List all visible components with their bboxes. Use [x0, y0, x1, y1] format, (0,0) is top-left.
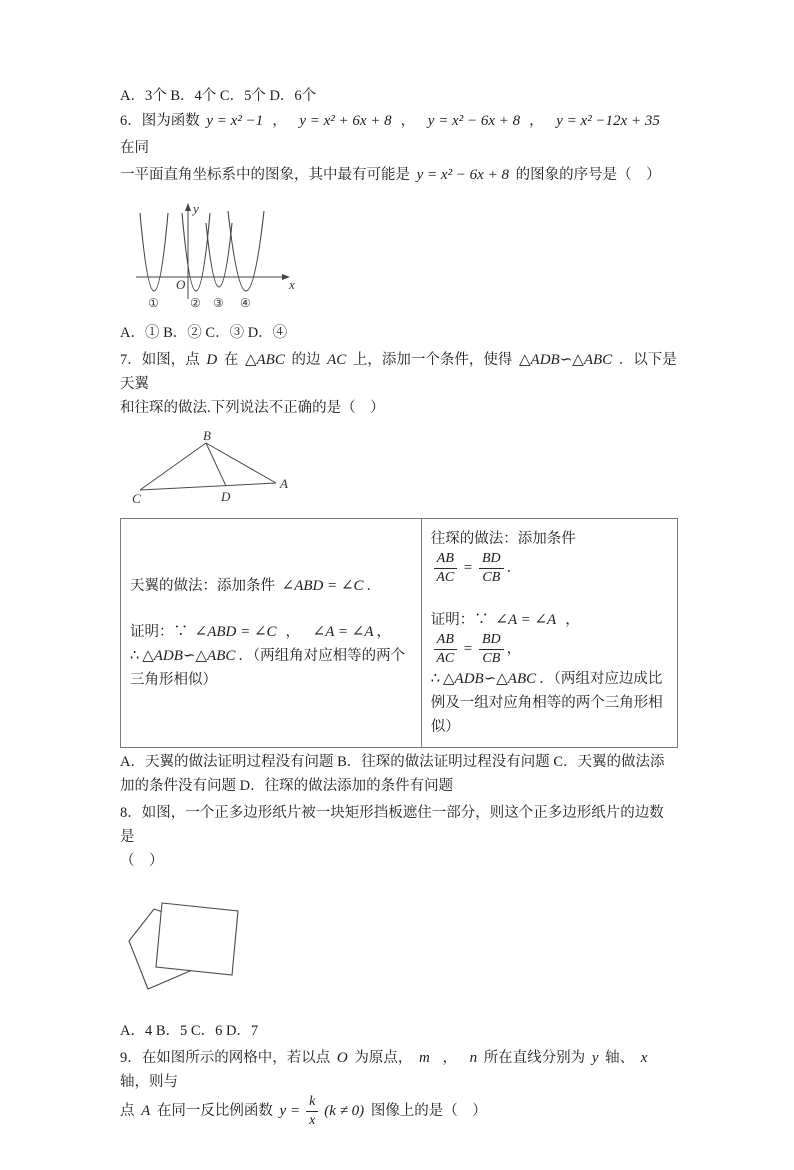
- q6-formula-2: y = x² + 6x + 8: [299, 113, 392, 129]
- q7-var-D: D: [206, 352, 218, 368]
- formula-lead: y =: [279, 1103, 301, 1120]
- q7-wangchen-cell: [421, 519, 677, 748]
- q7-var-similar: △ADB∽△ABC: [519, 352, 613, 368]
- q7-text-2: 在: [223, 352, 239, 368]
- wangchen-proportion-repeat: [431, 632, 507, 667]
- fraction-denominator: x: [309, 1113, 316, 1129]
- fraction-k-x: [306, 1094, 318, 1129]
- q6-stem-line2: [120, 162, 678, 189]
- q9-var-n: n: [469, 1050, 478, 1067]
- tianyi-proof-line2: [130, 644, 412, 692]
- q9-text-1: 9．在如图所示的网格中，若以点: [120, 1050, 331, 1067]
- fraction-denominator: AC: [436, 570, 455, 586]
- angle-a-a: ∠A = ∠A: [495, 612, 557, 629]
- fraction-numerator: AB: [434, 632, 457, 650]
- side-CA: [140, 483, 276, 490]
- q7-text-3: 的边: [291, 352, 321, 368]
- curve-mark-4: ④: [240, 296, 251, 310]
- fraction-denominator: AC: [436, 651, 455, 667]
- fraction-numerator: k: [306, 1094, 318, 1112]
- fraction-numerator: AB: [434, 551, 457, 569]
- wangchen-reason-text: ．（两组对应边成比例及一组对应角相等的两个三角形相似）: [430, 671, 663, 736]
- q7-triangle-figure: [130, 430, 678, 508]
- vertex-C-label: C: [132, 491, 141, 506]
- fraction-denominator: CB: [482, 651, 501, 667]
- angle-abd-c: ∠ABD = ∠C: [194, 624, 277, 641]
- q6-formula-target: y = x² − 6x + 8: [416, 167, 509, 183]
- curve-mark-2: ②: [190, 296, 201, 310]
- q7-stem-line1: [120, 348, 678, 396]
- q6-options: A．① B．② C．③ D．④: [120, 325, 288, 341]
- q6-formula-1: y = x² −1: [206, 113, 264, 129]
- fraction-numerator: BD: [479, 632, 504, 650]
- comma-separator: ，: [400, 113, 416, 129]
- angle-a-a: ∠A = ∠A: [312, 624, 374, 641]
- y-axis-arrow: [185, 203, 191, 211]
- tianyi-method-text: 天翼的做法：添加条件: [130, 578, 275, 595]
- segment-BD: [206, 443, 226, 486]
- fraction-denominator: CB: [482, 570, 501, 586]
- comma: ，: [565, 612, 580, 629]
- q9-var-m: m: [418, 1050, 430, 1067]
- q9-text-9: 图像上的是（ ）: [370, 1103, 487, 1120]
- rectangle-cover: [156, 903, 238, 975]
- tianyi-reason-text: ．（两组角对应相等的两个三角形相似）: [130, 648, 406, 689]
- q6-parabola-figure: [132, 199, 678, 313]
- comma: ，: [506, 641, 522, 658]
- q8-polygon-svg: [124, 901, 252, 1003]
- q7-tianyi-cell: [121, 519, 422, 748]
- q7-var-ABC: △ABC: [244, 352, 285, 368]
- fraction-ab-ac: [434, 632, 457, 667]
- side-BA: [206, 443, 276, 483]
- q9-stem-line2: [120, 1094, 678, 1129]
- period: ．: [506, 559, 522, 576]
- comma: ，: [376, 624, 391, 641]
- formula-constraint: (k ≠ 0): [324, 1103, 365, 1120]
- point-D-label: D: [221, 489, 231, 504]
- q7-methods-table: [120, 518, 678, 748]
- q9-text-7: 点: [120, 1103, 135, 1120]
- q7-text-5: ．以下是天翼: [120, 352, 677, 392]
- q7-stem-line2: 和往琛的做法.下列说法不正确的是（ ）: [120, 400, 385, 416]
- q9-text-6: 轴，则与: [120, 1074, 178, 1091]
- q8-stem-line1: 8．如图，一个正多边形纸片被一块矩形挡板遮住一部分，则这个正多边形纸片的边数是: [120, 805, 664, 846]
- q7-text-4: 上，添加一个条件，使得: [352, 352, 513, 368]
- q9-var-x: x: [640, 1050, 648, 1067]
- proof-because-text: 证明：∵: [430, 612, 489, 629]
- q7-var-AC: AC: [327, 352, 347, 368]
- q9-stem-line1: [120, 1046, 678, 1094]
- tianyi-condition-math: ∠ABD = ∠C: [281, 578, 364, 595]
- q9-var-A: A: [141, 1103, 151, 1120]
- q9-inverse-function-formula: [277, 1094, 368, 1129]
- curve-mark-1: ①: [148, 296, 159, 310]
- q7-options-line1: A．天翼的做法证明过程没有问题 B．往琛的做法证明过程没有问题 C．天翼的做法添: [120, 754, 665, 771]
- therefore-symbol: ∴: [130, 648, 140, 665]
- fraction-ab-ac: [434, 551, 457, 586]
- x-axis-label: x: [289, 277, 295, 292]
- tianyi-condition-line: [130, 574, 412, 598]
- equals-sign: =: [462, 641, 473, 658]
- q9-text-5: 轴、: [605, 1050, 635, 1067]
- comma-separator: ，: [272, 113, 287, 129]
- q7-options-line2: 加的条件没有问题 D．往琛的做法添加的条件有问题: [120, 778, 454, 795]
- wangchen-condition-line: [431, 527, 668, 586]
- equals-sign: =: [462, 559, 473, 576]
- q6-text-3: 一平面直角坐标系中的图象，其中最有可能是: [120, 167, 410, 183]
- q8-options: A．4 B．5 C．6 D．7: [120, 1023, 259, 1040]
- q7-table-row: [121, 519, 678, 748]
- q9-var-O: O: [336, 1050, 348, 1067]
- wangchen-proof-line1: [431, 608, 668, 667]
- comma: ，: [285, 624, 301, 641]
- q7-triangle-svg: [130, 430, 295, 508]
- origin-label: O: [176, 277, 186, 292]
- vertex-A-label: A: [280, 476, 288, 491]
- vertex-B-label: B: [203, 430, 211, 443]
- parabola-4: [228, 211, 264, 291]
- q6-parabola-svg: [132, 199, 302, 313]
- parabola-1: [140, 213, 168, 291]
- q7-text-1: 7．如图，点: [120, 352, 200, 368]
- q6-formula-4: y = x² −12x + 35: [556, 113, 660, 129]
- y-axis-label: y: [193, 201, 199, 216]
- q9-text-3: ，: [442, 1050, 457, 1067]
- wangchen-method-text: 往琛的做法：添加条件: [430, 531, 576, 547]
- q9-text-8: 在同一反比例函数: [156, 1103, 273, 1120]
- curve-mark-3: ③: [213, 296, 224, 310]
- fraction-bd-cb: [479, 551, 504, 586]
- q6-text-4: 的图象的序号是（ ）: [515, 167, 661, 183]
- comma-separator: ，: [529, 113, 544, 129]
- q9-var-y: y: [591, 1050, 599, 1067]
- similar-triangles: △ADB∽△ABC: [142, 648, 236, 665]
- period: ．: [366, 578, 382, 595]
- wangchen-proportion: [431, 551, 507, 586]
- q8-polygon-figure: [124, 901, 678, 1003]
- q6-text-2: 在同: [120, 140, 149, 156]
- side-CB: [140, 443, 206, 490]
- wangchen-proof-line2: [431, 667, 668, 739]
- q8-stem-line2: （ ）: [120, 853, 164, 870]
- q6-formula-3: y = x² − 6x + 8: [427, 113, 521, 129]
- prev-question-options: A．3个 B．4个 C．5个 D．6个: [120, 88, 317, 104]
- proof-because-text: 证明：∵: [130, 624, 188, 641]
- q9-text-2: 为原点，: [354, 1050, 413, 1067]
- therefore-symbol: ∴: [430, 671, 440, 688]
- q6-text-1: 6．图为函数: [120, 113, 200, 129]
- similar-triangles: △ADB∽△ABC: [443, 671, 537, 688]
- fraction-bd-cb: [479, 632, 504, 667]
- fraction-numerator: BD: [479, 551, 504, 569]
- q9-text-4: 所在直线分别为: [483, 1050, 586, 1067]
- tianyi-proof-line1: [130, 620, 412, 644]
- q6-stem-line1: [120, 108, 678, 162]
